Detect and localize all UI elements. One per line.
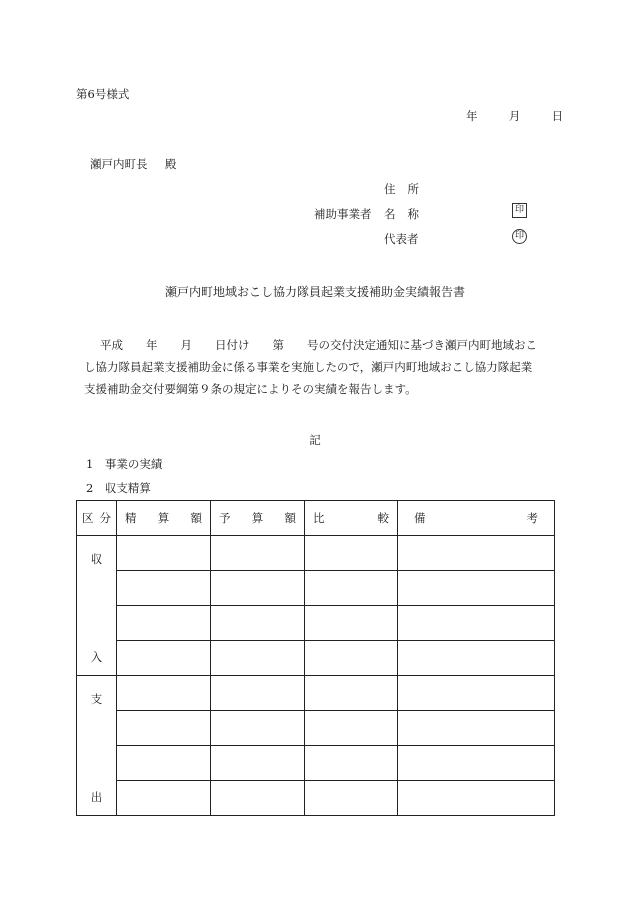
- table-row: [77, 571, 555, 606]
- table-cell[interactable]: [305, 536, 398, 571]
- table-cell[interactable]: [398, 711, 555, 746]
- table-cell[interactable]: [305, 606, 398, 641]
- table-cell[interactable]: [305, 571, 398, 606]
- addressee-honorific: 殿: [164, 157, 177, 171]
- addressee-name: 瀬戸内町長: [90, 157, 148, 171]
- date-year: 年: [466, 109, 478, 123]
- seal-square-icon: 印: [512, 203, 527, 218]
- table-cell[interactable]: [211, 676, 305, 711]
- expense-label-bottom: 出: [90, 790, 103, 804]
- applicant-group-label: 補助事業者: [314, 207, 372, 221]
- table-cell[interactable]: [117, 676, 211, 711]
- body-line-3: 支援補助金交付要綱第９条の規定によりその実績を報告します。: [84, 382, 417, 396]
- expense-label-cell: [77, 676, 117, 816]
- table-row: [77, 676, 555, 711]
- income-label-cell: [77, 536, 117, 676]
- table-cell[interactable]: [211, 711, 305, 746]
- date-month: 月: [508, 109, 521, 123]
- header-seisan: 精 算 額: [117, 501, 211, 536]
- representative-label: 代表者: [384, 232, 419, 246]
- header-kubun: 区 分: [77, 501, 117, 536]
- table-cell[interactable]: [117, 781, 211, 816]
- settlement-table: [76, 500, 555, 816]
- table-cell[interactable]: [117, 606, 211, 641]
- table-cell[interactable]: [211, 781, 305, 816]
- table-cell[interactable]: [117, 711, 211, 746]
- table-cell[interactable]: [398, 536, 555, 571]
- table-cell[interactable]: [117, 536, 211, 571]
- header-hikaku: 比 較: [305, 501, 398, 536]
- table-header-row: [77, 501, 555, 536]
- item-1: 1 事業の実績: [86, 457, 163, 471]
- table-cell[interactable]: [398, 781, 555, 816]
- ki-heading: 記: [309, 433, 321, 447]
- table-cell[interactable]: [398, 641, 555, 676]
- table-row: [77, 746, 555, 781]
- body-paragraph: [84, 334, 556, 400]
- table-cell[interactable]: [398, 676, 555, 711]
- table-cell[interactable]: [117, 641, 211, 676]
- table-cell[interactable]: [305, 641, 398, 676]
- item-2: 2 収支精算: [86, 481, 151, 495]
- income-label-top: 収: [90, 552, 103, 566]
- form-number: 第6号様式: [76, 87, 130, 101]
- table-row: [77, 536, 555, 571]
- table-cell[interactable]: [211, 571, 305, 606]
- income-label-bottom: 入: [90, 650, 103, 664]
- date-day: 日: [551, 109, 564, 123]
- table-row: [77, 711, 555, 746]
- table-cell[interactable]: [117, 571, 211, 606]
- table-row: [77, 641, 555, 676]
- body-line-2: し協力隊員起業支援補助金に係る事業を実施したので，瀬戸内町地域おこし協力隊起業: [84, 360, 533, 374]
- date-line: [466, 108, 563, 124]
- expense-label-top: 支: [90, 692, 103, 706]
- table-cell[interactable]: [398, 746, 555, 781]
- table-cell[interactable]: [117, 746, 211, 781]
- table-cell[interactable]: [305, 746, 398, 781]
- body-line-1: 平成 年 月 日付け 第 号の交付決定通知に基づき瀬戸内町地域おこ: [100, 338, 537, 352]
- table-row: [77, 781, 555, 816]
- header-biko: 備 考: [398, 501, 555, 536]
- name-label: 名 称: [384, 207, 419, 221]
- seal-circle-icon: 印: [512, 229, 527, 244]
- table-row: [77, 606, 555, 641]
- document-title: 瀬戸内町地域おこし協力隊員起業支援補助金実績報告書: [164, 285, 465, 299]
- header-yosan: 予 算 額: [211, 501, 305, 536]
- table-cell[interactable]: [305, 781, 398, 816]
- table-cell[interactable]: [211, 746, 305, 781]
- table-cell[interactable]: [398, 606, 555, 641]
- table-cell[interactable]: [305, 676, 398, 711]
- table-cell[interactable]: [305, 711, 398, 746]
- table-cell[interactable]: [211, 641, 305, 676]
- address-label: 住 所: [384, 182, 419, 196]
- table-cell[interactable]: [211, 536, 305, 571]
- table-cell[interactable]: [398, 571, 555, 606]
- table-cell[interactable]: [211, 606, 305, 641]
- addressee: [90, 156, 176, 172]
